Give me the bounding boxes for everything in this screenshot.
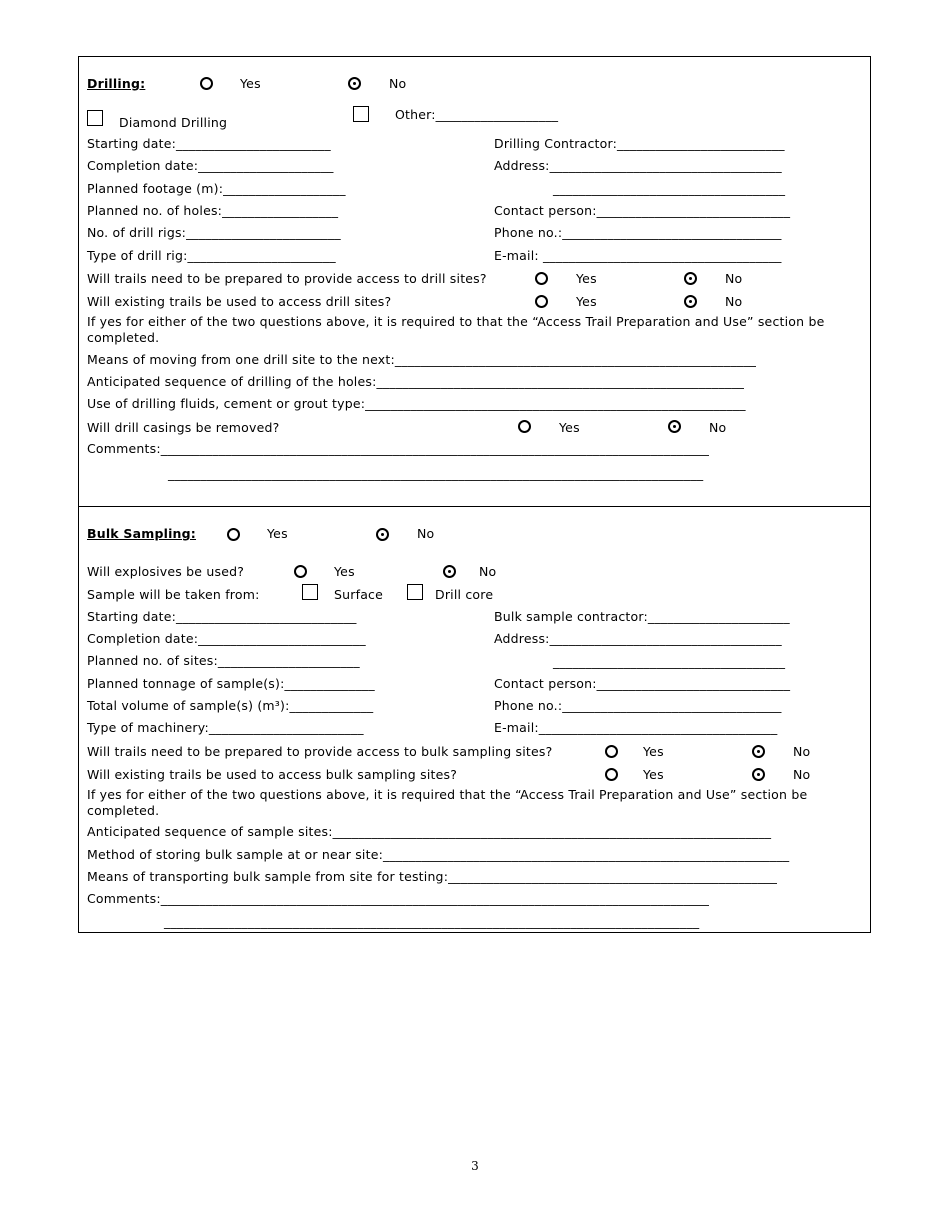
bulk-phone-field[interactable]: Phone no.:__________________________________ [494, 698, 782, 713]
bulk-sequence-field[interactable]: Anticipated sequence of sample sites:____________________________________________________________________ [87, 824, 772, 839]
other-drilling-checkbox[interactable] [353, 106, 369, 122]
explosives-no-label: No [479, 564, 497, 579]
bulk-no-radio[interactable] [376, 528, 389, 541]
bulk-starting-date-field[interactable]: Starting date:____________________________ [87, 609, 357, 624]
drilling-no-label: No [389, 76, 407, 91]
casings-yes-label: Yes [559, 420, 580, 435]
drill-core-checkbox[interactable] [407, 584, 423, 600]
bulk-contractor-field[interactable]: Bulk sample contractor:______________________ [494, 609, 790, 624]
casings-yes-radio[interactable] [518, 420, 531, 433]
drilling-trails-prepared-no-label: No [725, 271, 743, 286]
drilling-yes-label: Yes [240, 76, 261, 91]
drilling-starting-date-field[interactable]: Starting date:________________________ [87, 136, 331, 151]
drilling-holes-field[interactable]: Planned no. of holes:__________________ [87, 203, 339, 218]
drilling-rig-type-field[interactable]: Type of drill rig:_______________________ [87, 248, 336, 263]
explosives-yes-radio[interactable] [294, 565, 307, 578]
drilling-fluids-field[interactable]: Use of drilling fluids, cement or grout type:___________________________________________________________ [87, 396, 746, 411]
bulk-existing-trails-no-radio[interactable] [752, 768, 765, 781]
explosives-no-radio[interactable] [443, 565, 456, 578]
drilling-trails-prepared-no-radio[interactable] [684, 272, 697, 285]
bulk-completion-date-field[interactable]: Completion date:__________________________ [87, 631, 366, 646]
drilling-yes-radio[interactable] [200, 77, 213, 90]
drilling-existing-trails-yes-radio[interactable] [535, 295, 548, 308]
drilling-email-field[interactable]: E-mail: _____________________________________ [494, 248, 782, 263]
bulk-trails-prepared-yes-label: Yes [643, 744, 664, 759]
bulk-address-field[interactable]: Address:____________________________________ [494, 631, 782, 646]
drilling-existing-trails-yes-label: Yes [576, 294, 597, 309]
drilling-address-line2[interactable]: ____________________________________ [553, 181, 786, 196]
bulk-machinery-field[interactable]: Type of machinery:________________________ [87, 720, 364, 735]
diamond-drilling-label: Diamond Drilling [119, 115, 228, 130]
drilling-existing-trails-no-label: No [725, 294, 743, 309]
drilling-sequence-field[interactable]: Anticipated sequence of drilling of the holes:_________________________________________________________ [87, 374, 745, 389]
drilling-contact-field[interactable]: Contact person:______________________________ [494, 203, 791, 218]
bulk-existing-trails-yes-radio[interactable] [605, 768, 618, 781]
surface-label: Surface [334, 587, 384, 602]
bulk-email-field[interactable]: E-mail:_____________________________________ [494, 720, 778, 735]
bulk-tonnage-field[interactable]: Planned tonnage of sample(s):______________ [87, 676, 375, 691]
drilling-means-field[interactable]: Means of moving from one drill site to the next:________________________________________________________ [87, 352, 757, 367]
bulk-yes-label: Yes [267, 526, 288, 541]
bulk-existing-trails-no-label: No [793, 767, 811, 782]
surface-checkbox[interactable] [302, 584, 318, 600]
other-drilling-field[interactable]: Other:___________________ [395, 107, 559, 122]
drilling-trail-note: If yes for either of the two questions above, it is required to that the “Access Trail Preparation and Use” section be completed. [87, 314, 825, 345]
drilling-comments-field[interactable]: Comments:_____________________________________________________________________________________ [87, 441, 710, 456]
bulk-q-explosives: Will explosives be used? [87, 564, 245, 579]
bulk-comments-line2[interactable]: ___________________________________________________________________________________ [164, 914, 700, 929]
drilling-address-field[interactable]: Address:____________________________________ [494, 158, 782, 173]
drilling-q-casings: Will drill casings be removed? [87, 420, 280, 435]
bulk-storing-field[interactable]: Method of storing bulk sample at or near site:_______________________________________________________________ [87, 847, 790, 862]
drilling-existing-trails-no-radio[interactable] [684, 295, 697, 308]
drilling-phone-field[interactable]: Phone no.:__________________________________ [494, 225, 782, 240]
drilling-no-radio[interactable] [348, 77, 361, 90]
bulk-sites-field[interactable]: Planned no. of sites:______________________ [87, 653, 360, 668]
casings-no-radio[interactable] [668, 420, 681, 433]
bulk-existing-trails-yes-label: Yes [643, 767, 664, 782]
bulk-trails-prepared-yes-radio[interactable] [605, 745, 618, 758]
drilling-trails-prepared-yes-label: Yes [576, 271, 597, 286]
bulk-no-label: No [417, 526, 435, 541]
bulk-trails-prepared-no-label: No [793, 744, 811, 759]
bulk-sample-from-label: Sample will be taken from: [87, 587, 260, 602]
bulk-trail-note: If yes for either of the two questions above, it is required that the “Access Trail Preparation and Use” section be completed. [87, 787, 808, 818]
drilling-rigs-field[interactable]: No. of drill rigs:________________________ [87, 225, 341, 240]
bulk-trails-prepared-no-radio[interactable] [752, 745, 765, 758]
drilling-footage-field[interactable]: Planned footage (m):___________________ [87, 181, 346, 196]
drilling-completion-date-field[interactable]: Completion date:_____________________ [87, 158, 334, 173]
drilling-trails-prepared-yes-radio[interactable] [535, 272, 548, 285]
drill-core-label: Drill core [435, 587, 494, 602]
bulk-heading: Bulk Sampling: [87, 526, 197, 541]
page-number: 3 [471, 1159, 479, 1173]
drilling-comments-line2[interactable]: ___________________________________________________________________________________ [168, 466, 704, 481]
bulk-yes-radio[interactable] [227, 528, 240, 541]
drilling-contractor-field[interactable]: Drilling Contractor:__________________________ [494, 136, 785, 151]
casings-no-label: No [709, 420, 727, 435]
diamond-drilling-checkbox[interactable] [87, 110, 103, 126]
bulk-q-trails-prepared: Will trails need to be prepared to provide access to bulk sampling sites? [87, 744, 553, 759]
drilling-q-existing-trails: Will existing trails be used to access drill sites? [87, 294, 392, 309]
bulk-comments-field[interactable]: Comments:_____________________________________________________________________________________ [87, 891, 710, 906]
drilling-q-trails-prepared: Will trails need to be prepared to provide access to drill sites? [87, 271, 487, 286]
bulk-volume-field[interactable]: Total volume of sample(s) (m³):_____________ [87, 698, 374, 713]
section-divider [78, 506, 871, 507]
bulk-transport-field[interactable]: Means of transporting bulk sample from site for testing:___________________________________________________ [87, 869, 778, 884]
explosives-yes-label: Yes [334, 564, 355, 579]
bulk-contact-field[interactable]: Contact person:______________________________ [494, 676, 791, 691]
bulk-q-existing-trails: Will existing trails be used to access bulk sampling sites? [87, 767, 458, 782]
bulk-address-line2[interactable]: ____________________________________ [553, 654, 786, 669]
drilling-heading: Drilling: [87, 76, 146, 91]
